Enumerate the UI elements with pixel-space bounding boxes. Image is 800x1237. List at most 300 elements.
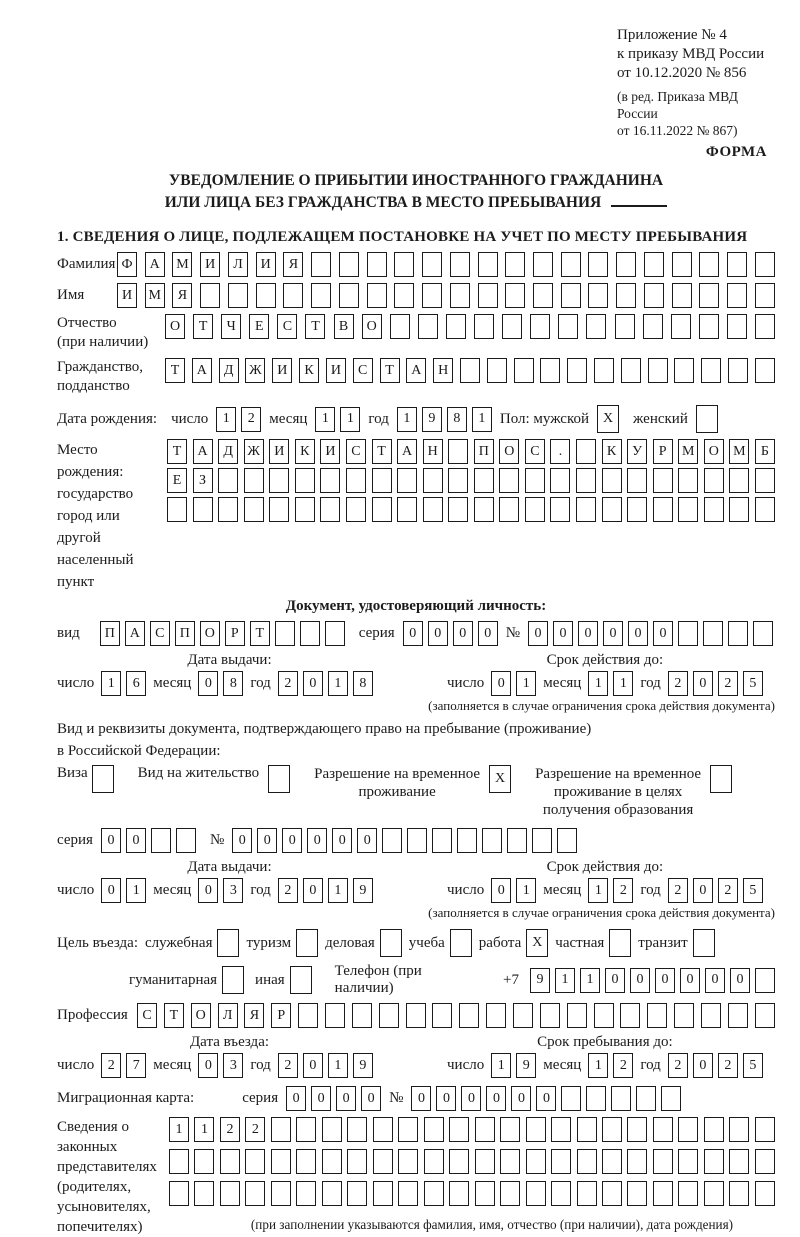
char-cell[interactable]: X	[489, 765, 511, 793]
char-cell[interactable]: 9	[516, 1053, 536, 1078]
char-cell[interactable]: Т	[372, 439, 392, 464]
char-cell[interactable]	[678, 1181, 698, 1206]
char-cell[interactable]	[295, 468, 315, 493]
char-cell[interactable]	[193, 497, 213, 522]
char-cell[interactable]: К	[602, 439, 622, 464]
char-cell[interactable]	[475, 1149, 495, 1174]
char-cell[interactable]	[672, 283, 692, 308]
char-cell[interactable]	[540, 1003, 560, 1028]
char-cell[interactable]	[499, 497, 519, 522]
char-cell[interactable]: 9	[422, 407, 442, 432]
char-cell[interactable]: 2	[668, 878, 688, 903]
char-cell[interactable]	[298, 1003, 318, 1028]
char-cell[interactable]	[577, 1117, 597, 1142]
char-cell[interactable]	[448, 439, 468, 464]
char-cell[interactable]: 0	[311, 1086, 331, 1111]
char-cell[interactable]	[218, 468, 238, 493]
char-cell[interactable]	[729, 497, 749, 522]
char-cell[interactable]	[339, 283, 359, 308]
char-cell[interactable]	[169, 1181, 189, 1206]
char-cell[interactable]	[320, 468, 340, 493]
char-cell[interactable]: 0	[653, 621, 673, 646]
char-cell[interactable]	[346, 497, 366, 522]
char-cell[interactable]	[446, 314, 466, 339]
char-cell[interactable]: 0	[303, 1053, 323, 1078]
char-cell[interactable]	[269, 497, 289, 522]
char-cell[interactable]: 0	[282, 828, 302, 853]
char-cell[interactable]: 1	[516, 878, 536, 903]
char-cell[interactable]: 2	[718, 1053, 738, 1078]
char-cell[interactable]	[701, 358, 721, 383]
char-cell[interactable]	[755, 497, 775, 522]
char-cell[interactable]	[449, 1181, 469, 1206]
char-cell[interactable]	[457, 828, 477, 853]
char-cell[interactable]: 1	[588, 1053, 608, 1078]
char-cell[interactable]: 0	[730, 968, 750, 993]
char-cell[interactable]: 5	[743, 671, 763, 696]
char-cell[interactable]: 0	[680, 968, 700, 993]
char-cell[interactable]: Ф	[117, 252, 137, 277]
char-cell[interactable]	[475, 1117, 495, 1142]
char-cell[interactable]: 0	[198, 878, 218, 903]
char-cell[interactable]	[347, 1149, 367, 1174]
char-cell[interactable]: 0	[605, 968, 625, 993]
char-cell[interactable]: С	[346, 439, 366, 464]
char-cell[interactable]: 2	[668, 671, 688, 696]
char-cell[interactable]	[729, 1181, 749, 1206]
char-cell[interactable]: 1	[397, 407, 417, 432]
char-cell[interactable]	[269, 468, 289, 493]
char-cell[interactable]	[283, 283, 303, 308]
char-cell[interactable]	[194, 1149, 214, 1174]
char-cell[interactable]	[217, 929, 239, 957]
char-cell[interactable]	[621, 358, 641, 383]
char-cell[interactable]	[418, 314, 438, 339]
char-cell[interactable]: X	[597, 405, 619, 433]
char-cell[interactable]: 0	[536, 1086, 556, 1111]
char-cell[interactable]	[271, 1117, 291, 1142]
char-cell[interactable]	[500, 1149, 520, 1174]
char-cell[interactable]	[474, 468, 494, 493]
char-cell[interactable]: О	[704, 439, 724, 464]
char-cell[interactable]: 1	[555, 968, 575, 993]
char-cell[interactable]	[551, 1117, 571, 1142]
char-cell[interactable]	[577, 1149, 597, 1174]
char-cell[interactable]: И	[272, 358, 292, 383]
char-cell[interactable]: 0	[528, 621, 548, 646]
char-cell[interactable]	[450, 252, 470, 277]
char-cell[interactable]	[551, 1181, 571, 1206]
char-cell[interactable]	[540, 358, 560, 383]
char-cell[interactable]	[322, 1181, 342, 1206]
char-cell[interactable]: 2	[613, 1053, 633, 1078]
char-cell[interactable]: Л	[228, 252, 248, 277]
char-cell[interactable]	[627, 1181, 647, 1206]
char-cell[interactable]: Т	[193, 314, 213, 339]
char-cell[interactable]	[727, 252, 747, 277]
char-cell[interactable]	[699, 314, 719, 339]
char-cell[interactable]	[551, 1149, 571, 1174]
char-cell[interactable]	[532, 828, 552, 853]
char-cell[interactable]	[577, 1181, 597, 1206]
char-cell[interactable]	[322, 1149, 342, 1174]
char-cell[interactable]	[557, 828, 577, 853]
char-cell[interactable]: П	[100, 621, 120, 646]
char-cell[interactable]: 2	[613, 878, 633, 903]
char-cell[interactable]	[576, 497, 596, 522]
char-cell[interactable]	[729, 468, 749, 493]
char-cell[interactable]: 0	[655, 968, 675, 993]
char-cell[interactable]	[311, 252, 331, 277]
char-cell[interactable]: Р	[225, 621, 245, 646]
char-cell[interactable]: Т	[167, 439, 187, 464]
char-cell[interactable]	[609, 929, 631, 957]
char-cell[interactable]: 0	[603, 621, 623, 646]
char-cell[interactable]	[347, 1181, 367, 1206]
char-cell[interactable]	[275, 621, 295, 646]
char-cell[interactable]: М	[729, 439, 749, 464]
char-cell[interactable]: А	[397, 439, 417, 464]
char-cell[interactable]: 1	[588, 878, 608, 903]
char-cell[interactable]	[450, 283, 470, 308]
char-cell[interactable]: 1	[580, 968, 600, 993]
char-cell[interactable]	[701, 1003, 721, 1028]
char-cell[interactable]	[478, 252, 498, 277]
char-cell[interactable]	[448, 468, 468, 493]
char-cell[interactable]: Т	[164, 1003, 184, 1028]
char-cell[interactable]: 2	[278, 878, 298, 903]
char-cell[interactable]: Т	[305, 314, 325, 339]
char-cell[interactable]	[728, 621, 748, 646]
char-cell[interactable]	[729, 1149, 749, 1174]
char-cell[interactable]: 1	[328, 671, 348, 696]
char-cell[interactable]: 8	[223, 671, 243, 696]
char-cell[interactable]: 0	[461, 1086, 481, 1111]
char-cell[interactable]	[678, 497, 698, 522]
char-cell[interactable]: 2	[245, 1117, 265, 1142]
char-cell[interactable]: Е	[249, 314, 269, 339]
char-cell[interactable]	[320, 497, 340, 522]
char-cell[interactable]	[561, 283, 581, 308]
char-cell[interactable]	[380, 929, 402, 957]
char-cell[interactable]: 2	[241, 407, 261, 432]
char-cell[interactable]: И	[269, 439, 289, 464]
char-cell[interactable]: 1	[516, 671, 536, 696]
char-cell[interactable]	[424, 1181, 444, 1206]
char-cell[interactable]: Н	[433, 358, 453, 383]
char-cell[interactable]	[627, 497, 647, 522]
char-cell[interactable]	[507, 828, 527, 853]
char-cell[interactable]	[325, 1003, 345, 1028]
char-cell[interactable]	[398, 1117, 418, 1142]
char-cell[interactable]	[728, 358, 748, 383]
char-cell[interactable]: 1	[472, 407, 492, 432]
char-cell[interactable]	[367, 283, 387, 308]
char-cell[interactable]: А	[193, 439, 213, 464]
char-cell[interactable]	[678, 621, 698, 646]
char-cell[interactable]	[460, 358, 480, 383]
char-cell[interactable]	[169, 1149, 189, 1174]
char-cell[interactable]	[218, 497, 238, 522]
char-cell[interactable]: О	[362, 314, 382, 339]
char-cell[interactable]	[755, 283, 775, 308]
char-cell[interactable]: П	[474, 439, 494, 464]
char-cell[interactable]: 1	[328, 878, 348, 903]
char-cell[interactable]	[755, 968, 775, 993]
char-cell[interactable]	[550, 497, 570, 522]
char-cell[interactable]	[167, 497, 187, 522]
char-cell[interactable]	[482, 828, 502, 853]
char-cell[interactable]	[268, 765, 290, 793]
char-cell[interactable]	[710, 765, 732, 793]
char-cell[interactable]: Н	[423, 439, 443, 464]
char-cell[interactable]: 0	[101, 828, 121, 853]
char-cell[interactable]: 0	[478, 621, 498, 646]
char-cell[interactable]	[474, 314, 494, 339]
char-cell[interactable]: О	[165, 314, 185, 339]
char-cell[interactable]: 0	[630, 968, 650, 993]
char-cell[interactable]: Ж	[245, 358, 265, 383]
char-cell[interactable]	[755, 1003, 775, 1028]
char-cell[interactable]: 0	[257, 828, 277, 853]
char-cell[interactable]	[448, 497, 468, 522]
char-cell[interactable]	[339, 252, 359, 277]
char-cell[interactable]: 0	[332, 828, 352, 853]
char-cell[interactable]	[644, 283, 664, 308]
char-cell[interactable]: К	[299, 358, 319, 383]
char-cell[interactable]	[244, 468, 264, 493]
char-cell[interactable]: Я	[172, 283, 192, 308]
char-cell[interactable]	[616, 252, 636, 277]
char-cell[interactable]	[432, 1003, 452, 1028]
char-cell[interactable]	[753, 621, 773, 646]
char-cell[interactable]: 3	[223, 878, 243, 903]
char-cell[interactable]	[398, 1181, 418, 1206]
char-cell[interactable]: 1	[126, 878, 146, 903]
char-cell[interactable]	[703, 621, 723, 646]
char-cell[interactable]	[296, 929, 318, 957]
char-cell[interactable]: 0	[491, 671, 511, 696]
char-cell[interactable]	[602, 1117, 622, 1142]
char-cell[interactable]: 0	[578, 621, 598, 646]
char-cell[interactable]: И	[256, 252, 276, 277]
char-cell[interactable]	[602, 468, 622, 493]
char-cell[interactable]	[704, 468, 724, 493]
char-cell[interactable]	[674, 1003, 694, 1028]
char-cell[interactable]: О	[499, 439, 519, 464]
char-cell[interactable]	[533, 283, 553, 308]
char-cell[interactable]	[500, 1117, 520, 1142]
char-cell[interactable]: 1	[491, 1053, 511, 1078]
char-cell[interactable]: О	[200, 621, 220, 646]
char-cell[interactable]: С	[137, 1003, 157, 1028]
char-cell[interactable]: С	[353, 358, 373, 383]
char-cell[interactable]	[704, 1117, 724, 1142]
char-cell[interactable]: С	[525, 439, 545, 464]
char-cell[interactable]	[627, 1117, 647, 1142]
char-cell[interactable]	[620, 1003, 640, 1028]
char-cell[interactable]: 0	[411, 1086, 431, 1111]
char-cell[interactable]	[558, 314, 578, 339]
char-cell[interactable]	[727, 314, 747, 339]
char-cell[interactable]	[151, 828, 171, 853]
char-cell[interactable]: 1	[315, 407, 335, 432]
char-cell[interactable]	[449, 1117, 469, 1142]
char-cell[interactable]	[653, 1149, 673, 1174]
char-cell[interactable]	[311, 283, 331, 308]
char-cell[interactable]	[755, 1117, 775, 1142]
char-cell[interactable]	[271, 1181, 291, 1206]
char-cell[interactable]	[696, 405, 718, 433]
char-cell[interactable]	[643, 314, 663, 339]
char-cell[interactable]	[322, 1117, 342, 1142]
char-cell[interactable]: М	[172, 252, 192, 277]
char-cell[interactable]	[636, 1086, 656, 1111]
char-cell[interactable]: И	[200, 252, 220, 277]
char-cell[interactable]: 0	[705, 968, 725, 993]
char-cell[interactable]: А	[125, 621, 145, 646]
char-cell[interactable]	[514, 358, 534, 383]
char-cell[interactable]	[576, 439, 596, 464]
char-cell[interactable]	[644, 252, 664, 277]
char-cell[interactable]	[678, 468, 698, 493]
char-cell[interactable]: 0	[453, 621, 473, 646]
char-cell[interactable]: С	[277, 314, 297, 339]
char-cell[interactable]: Т	[250, 621, 270, 646]
char-cell[interactable]: 0	[303, 671, 323, 696]
char-cell[interactable]	[588, 252, 608, 277]
char-cell[interactable]	[346, 468, 366, 493]
char-cell[interactable]	[406, 1003, 426, 1028]
char-cell[interactable]	[513, 1003, 533, 1028]
char-cell[interactable]	[379, 1003, 399, 1028]
char-cell[interactable]: Я	[244, 1003, 264, 1028]
char-cell[interactable]	[526, 1181, 546, 1206]
char-cell[interactable]: 3	[223, 1053, 243, 1078]
char-cell[interactable]	[530, 314, 550, 339]
char-cell[interactable]	[474, 497, 494, 522]
char-cell[interactable]	[704, 1181, 724, 1206]
char-cell[interactable]	[525, 468, 545, 493]
char-cell[interactable]: Ч	[221, 314, 241, 339]
char-cell[interactable]: 5	[743, 1053, 763, 1078]
char-cell[interactable]	[602, 1181, 622, 1206]
char-cell[interactable]	[220, 1181, 240, 1206]
char-cell[interactable]	[550, 468, 570, 493]
char-cell[interactable]	[526, 1117, 546, 1142]
char-cell[interactable]: 1	[194, 1117, 214, 1142]
char-cell[interactable]: 5	[743, 878, 763, 903]
char-cell[interactable]	[693, 929, 715, 957]
char-cell[interactable]: Я	[283, 252, 303, 277]
char-cell[interactable]: О	[191, 1003, 211, 1028]
char-cell[interactable]	[245, 1181, 265, 1206]
char-cell[interactable]	[561, 1086, 581, 1111]
char-cell[interactable]	[432, 828, 452, 853]
char-cell[interactable]: 1	[328, 1053, 348, 1078]
char-cell[interactable]	[176, 828, 196, 853]
char-cell[interactable]	[500, 1181, 520, 1206]
char-cell[interactable]	[407, 828, 427, 853]
char-cell[interactable]: 0	[403, 621, 423, 646]
char-cell[interactable]: 2	[278, 1053, 298, 1078]
char-cell[interactable]	[729, 1117, 749, 1142]
char-cell[interactable]	[347, 1117, 367, 1142]
char-cell[interactable]	[533, 252, 553, 277]
char-cell[interactable]: Л	[218, 1003, 238, 1028]
char-cell[interactable]: 2	[278, 671, 298, 696]
char-cell[interactable]: 0	[101, 878, 121, 903]
char-cell[interactable]	[594, 1003, 614, 1028]
char-cell[interactable]	[449, 1149, 469, 1174]
char-cell[interactable]: Б	[755, 439, 775, 464]
char-cell[interactable]	[394, 252, 414, 277]
char-cell[interactable]	[296, 1149, 316, 1174]
char-cell[interactable]: У	[627, 439, 647, 464]
char-cell[interactable]: М	[678, 439, 698, 464]
char-cell[interactable]	[373, 1181, 393, 1206]
char-cell[interactable]	[586, 314, 606, 339]
char-cell[interactable]	[424, 1117, 444, 1142]
char-cell[interactable]	[290, 966, 312, 994]
char-cell[interactable]	[422, 283, 442, 308]
char-cell[interactable]: 0	[198, 1053, 218, 1078]
char-cell[interactable]	[627, 468, 647, 493]
char-cell[interactable]	[525, 497, 545, 522]
char-cell[interactable]: 1	[340, 407, 360, 432]
char-cell[interactable]	[390, 314, 410, 339]
char-cell[interactable]	[728, 1003, 748, 1028]
char-cell[interactable]	[423, 497, 443, 522]
char-cell[interactable]	[699, 252, 719, 277]
char-cell[interactable]	[373, 1117, 393, 1142]
char-cell[interactable]	[648, 358, 668, 383]
char-cell[interactable]	[394, 283, 414, 308]
char-cell[interactable]	[200, 283, 220, 308]
char-cell[interactable]	[755, 252, 775, 277]
char-cell[interactable]	[704, 1149, 724, 1174]
char-cell[interactable]: 6	[126, 671, 146, 696]
char-cell[interactable]	[222, 966, 244, 994]
char-cell[interactable]	[422, 252, 442, 277]
char-cell[interactable]: 1	[169, 1117, 189, 1142]
char-cell[interactable]: 0	[693, 671, 713, 696]
char-cell[interactable]: И	[326, 358, 346, 383]
char-cell[interactable]: 0	[436, 1086, 456, 1111]
char-cell[interactable]	[678, 1117, 698, 1142]
char-cell[interactable]: 8	[447, 407, 467, 432]
char-cell[interactable]: 0	[336, 1086, 356, 1111]
char-cell[interactable]	[372, 497, 392, 522]
char-cell[interactable]: 0	[286, 1086, 306, 1111]
char-cell[interactable]: П	[175, 621, 195, 646]
char-cell[interactable]: З	[193, 468, 213, 493]
char-cell[interactable]	[325, 621, 345, 646]
char-cell[interactable]	[194, 1181, 214, 1206]
char-cell[interactable]	[661, 1086, 681, 1111]
char-cell[interactable]	[594, 358, 614, 383]
char-cell[interactable]: 0	[361, 1086, 381, 1111]
char-cell[interactable]: 0	[357, 828, 377, 853]
char-cell[interactable]: 8	[353, 671, 373, 696]
char-cell[interactable]	[271, 1149, 291, 1174]
char-cell[interactable]	[424, 1149, 444, 1174]
char-cell[interactable]	[352, 1003, 372, 1028]
char-cell[interactable]	[588, 283, 608, 308]
char-cell[interactable]: А	[192, 358, 212, 383]
char-cell[interactable]	[295, 497, 315, 522]
char-cell[interactable]	[228, 283, 248, 308]
